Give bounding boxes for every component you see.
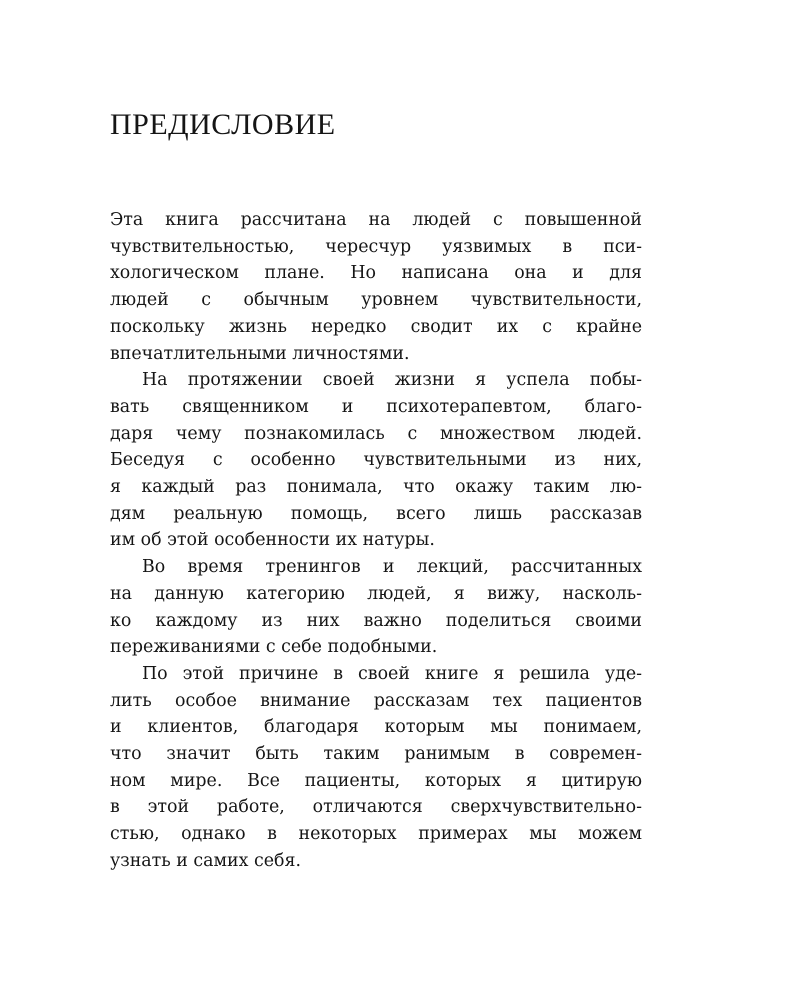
body-text <box>110 207 642 875</box>
text-line: ко каждому из них важно поделиться своими <box>110 610 642 631</box>
text-line: вать священником и психотерапевтом, благо- <box>110 396 642 417</box>
text-line: поскольку жизнь нередко сводит их с крайне <box>110 316 642 337</box>
text-line: даря чему познакомилась с множеством людей. <box>110 423 642 444</box>
text-line: Во время тренингов и лекций, рассчитанных <box>142 557 642 578</box>
text-line: что значит быть таким ранимым в современ- <box>110 744 642 765</box>
text-line: впечатлительными личностями. <box>110 343 410 364</box>
paragraph-1 <box>110 207 642 367</box>
text-line: ном мире. Все пациенты, которых я цитирую <box>110 770 642 791</box>
text-line: стью, однако в некоторых примерах мы можем <box>110 824 642 845</box>
text-line: хологическом плане. Но написана она и для <box>110 263 642 284</box>
text-line: в этой работе, отличаются сверхчувствительно- <box>110 797 642 818</box>
text-line: дям реальную помощь, всего лишь рассказав <box>110 503 642 524</box>
text-line: и клиентов, благодаря которым мы понимаем, <box>110 717 642 738</box>
text-line: чувствительностью, чересчур уязвимых в пси- <box>110 236 642 257</box>
paragraph-3 <box>110 554 642 661</box>
text-line: узнать и самих себя. <box>110 850 301 871</box>
text-line: Эта книга рассчитана на людей с повышенной <box>110 210 642 230</box>
text-line: людей с обычным уровнем чувствительности, <box>110 290 642 311</box>
text-line: Беседуя с особенно чувствительными из них, <box>110 450 642 471</box>
text-line: лить особое внимание рассказам тех пациентов <box>110 690 642 711</box>
page-title: ПРЕДИСЛОВИЕ <box>110 108 336 141</box>
paragraph-2 <box>110 367 642 554</box>
text-line: я каждый раз понимала, что окажу таким лю- <box>110 477 642 498</box>
text-line: По этой причине в своей книге я решила уде- <box>142 663 642 684</box>
text-line: на данную категорию людей, я вижу, насколь- <box>110 583 642 604</box>
text-line: На протяжении своей жизни я успела побы- <box>142 370 642 391</box>
text-line: им об этой особенности их натуры. <box>110 530 435 551</box>
text-line: переживаниями с себе подобными. <box>110 637 438 658</box>
paragraph-4 <box>110 661 642 875</box>
